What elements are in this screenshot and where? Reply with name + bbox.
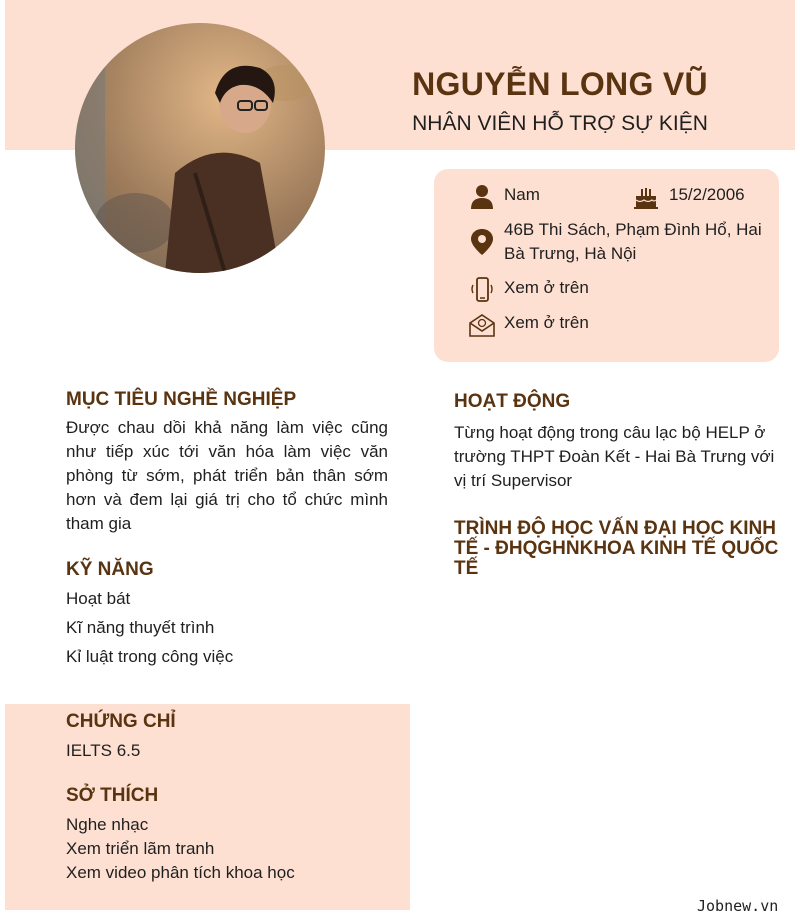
phone-value: Xem ở trên [504,278,589,297]
skill-item: Hoạt bát [66,589,131,608]
phone-icon [468,276,496,304]
certificates-title: CHỨNG CHỈ [66,711,176,732]
job-title: NHÂN VIÊN HỖ TRỢ SỰ KIỆN [412,112,708,135]
birthday-value: 15/2/2006 [669,185,745,204]
hobbies-title: SỞ THÍCH [66,785,159,806]
certificate-item: IELTS 6.5 [66,741,141,760]
objective-text: Được chau dồi khả năng làm việc cũng như tiếp xúc tới văn hóa làm việc văn phòng từ sớm, phát triển bản thân sớm hơn và đem lại giá trị cho tổ chức mình tham gia [66,418,388,533]
location-pin-icon [468,228,496,256]
hobby-item: Nghe nhạc [66,815,149,834]
profile-photo [75,23,325,273]
envelope-icon [468,311,496,339]
birthday-row [632,183,745,211]
address-row [468,218,768,266]
education-title: TRÌNH ĐỘ HỌC VẤN ĐẠI HỌC KINH TẾ - ĐHQGHNKHOA KINH TẾ QUỐC TẾ [454,518,779,579]
candidate-name: NGUYỄN LONG VŨ [412,66,708,102]
cake-icon [632,183,660,211]
skill-item: Kỉ luật trong công việc [66,647,234,666]
skills-title: KỸ NĂNG [66,559,154,580]
hobby-item: Xem video phân tích khoa học [66,863,295,882]
activities-title: HOẠT ĐỘNG [454,391,571,412]
hobby-item: Xem triển lãm tranh [66,839,215,858]
objective-title: MỤC TIÊU NGHỀ NGHIỆP [66,389,297,410]
email-row [468,311,589,339]
activities-text: Từng hoạt động trong câu lạc bộ HELP ở trường THPT Đoàn Kết - Hai Bà Trưng với vị trí Supervisor [454,423,775,490]
email-value: Xem ở trên [504,313,589,332]
address-value: 46B Thi Sách, Phạm Đình Hổ, Hai Bà Trưng, Hà Nội [504,220,762,263]
watermark: Jobnew.vn [697,897,779,915]
gender-row [468,183,540,211]
phone-row [468,276,589,304]
contact-info-card [434,169,779,362]
gender-value: Nam [504,185,540,204]
skill-item: Kĩ năng thuyết trình [66,618,215,637]
person-icon [468,183,496,211]
